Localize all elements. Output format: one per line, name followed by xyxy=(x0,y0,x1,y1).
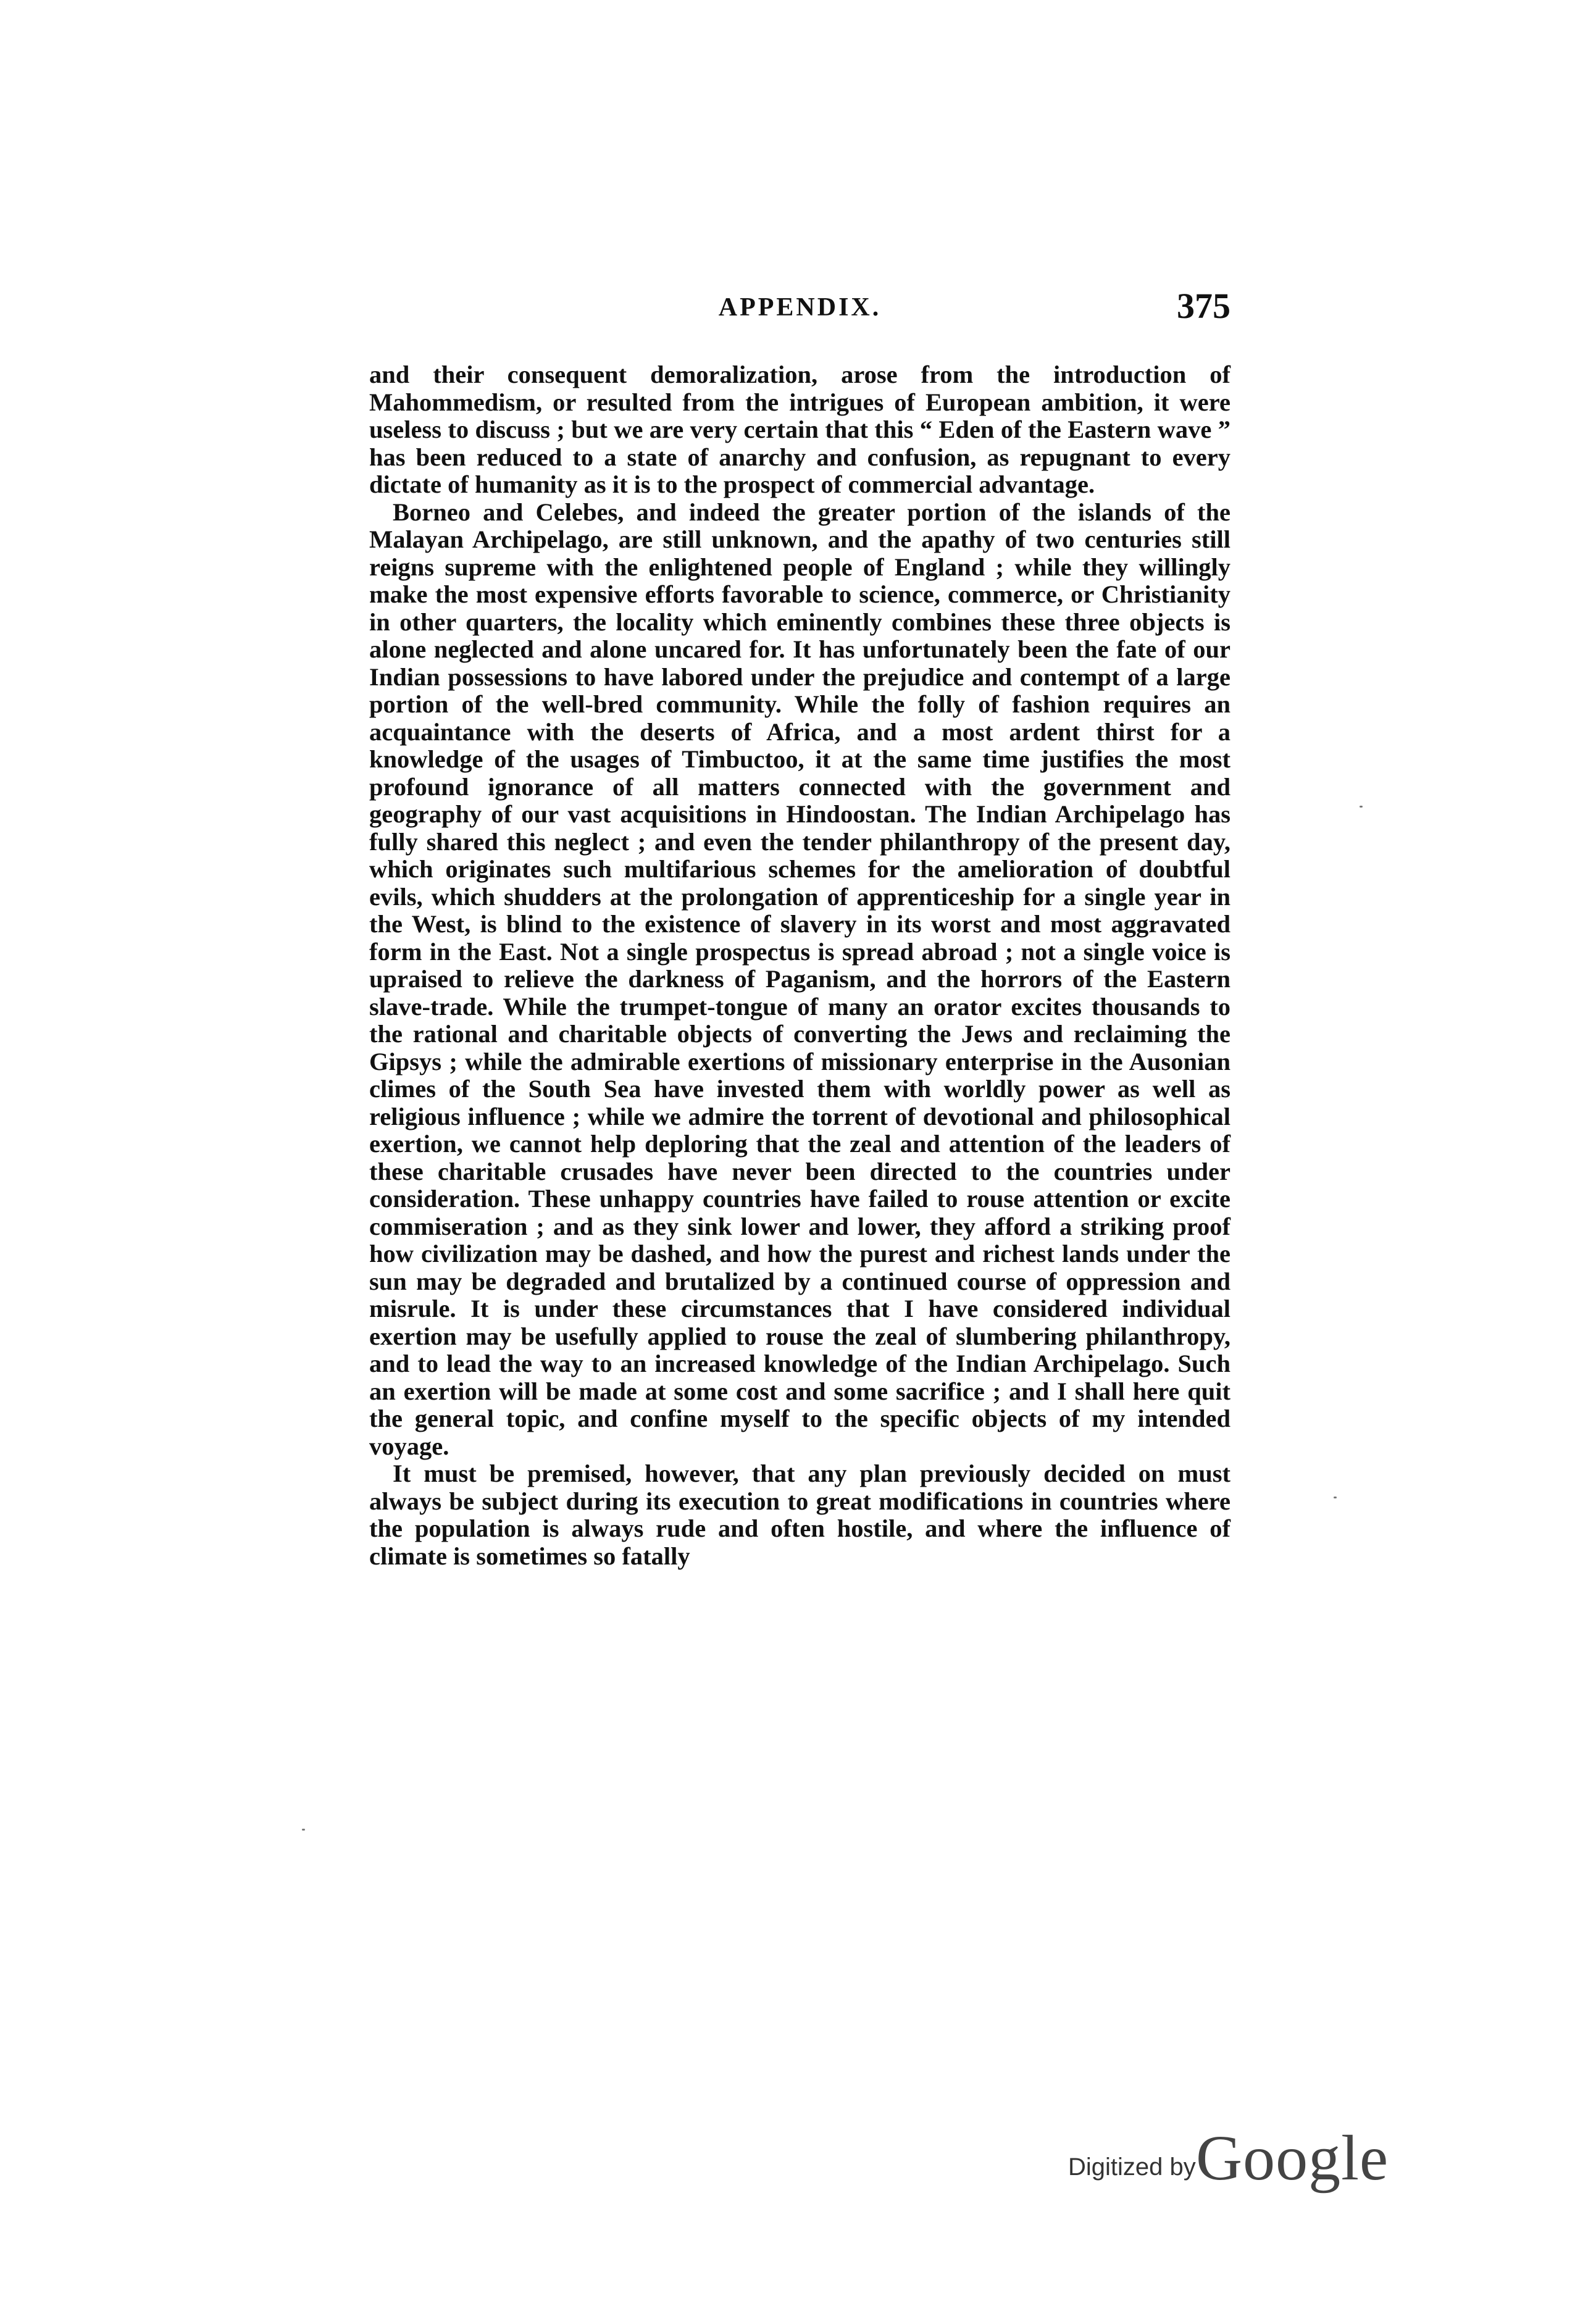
paragraph-continued: and their consequent demoralization, arose from the introduction of Mahommedism, or resulted from the intrigues of European ambition, it were useless to discuss ; but we are very certain that this “ Eden of the Eastern wave ” has been reduced to a state of anarchy and confusion, as repugnant to every dictate of humanity as it is to the prospect of commercial advantage. xyxy=(369,361,1230,498)
scan-speck xyxy=(1360,806,1363,808)
google-wordmark: Google xyxy=(1196,2123,1389,2194)
digitized-by-google-watermark xyxy=(1068,2121,1414,2195)
paragraph-borneo-and-celebes: Borneo and Celebes, and indeed the greater portion of the islands of the Malayan Archipelago, are still unknown, and the apathy of two centuries still reigns supreme with the enlightened people of England ; while they willingly make the most expensive efforts favorable to science, commerce, or Christianity in other quarters, the locality which eminently combines these three objects is alone neglected and alone uncared for. It has unfortunately been the fate of our Indian possessions to have labored under the prejudice and contempt of a large portion of the well-bred community. While the folly of fashion requires an acquaintance with the deserts of Africa, and a most ardent thirst for a knowledge of the usages of Timbuctoo, it at the same time justifies the most profound ignorance of all matters connected with the government and geography of our vast acquisitions in Hindoostan. The Indian Archipelago has fully shared this neglect ; and even the tender philanthropy of the present day, which originates such multifarious schemes for the amelioration of doubtful evils, which shudders at the prolongation of apprenticeship for a single year in the West, is blind to the existence of slavery in its worst and most aggravated form in the East. Not a single prospectus is spread abroad ; not a single voice is upraised to relieve the darkness of Paganism, and the horrors of the Eastern slave-trade. While the trumpet-tongue of many an orator excites thousands to the rational and charitable objects of converting the Jews and reclaiming the Gipsys ; while the admirable exertions of missionary enterprise in the Ausonian climes of the South Sea have invested them with worldly power as well as religious influence ; while we admire the torrent of devotional and philosophical exertion, we cannot help deploring that the zeal and attention of the leaders of these charitable crusades have never been directed to the countries under consideration. These unhappy countries have failed to rouse attention or excite commiseration ; and as they sink lower and lower, they afford a striking proof how civilization may be dashed, and how the purest and richest lands under the sun may be degraded and brutalized by a continued course of oppression and misrule. It is under these circumstances that I have considered individual exertion may be usefully applied to rouse the zeal of slumbering philanthropy, and to lead the way to an increased knowledge of the Indian Archipelago. Such an exertion will be made at some cost and some sacrifice ; and I shall here quit the general topic, and confine myself to the specific objects of my intended voyage. xyxy=(369,498,1230,1460)
scan-speck xyxy=(1334,1497,1337,1498)
body-text xyxy=(369,361,1230,1570)
paragraph-plan-premised: It must be premised, however, that any plan previously decided on must always be subject during its execution to great modifications in countries where the population is always rude and often hostile, and where the influence of climate is sometimes so fatally xyxy=(369,1460,1230,1570)
page-header xyxy=(369,285,1230,335)
scan-speck xyxy=(302,1829,305,1831)
page-number: 375 xyxy=(1177,286,1230,326)
digitized-by-label: Digitized by xyxy=(1068,2153,1196,2181)
running-head: APPENDIX. xyxy=(718,293,882,322)
